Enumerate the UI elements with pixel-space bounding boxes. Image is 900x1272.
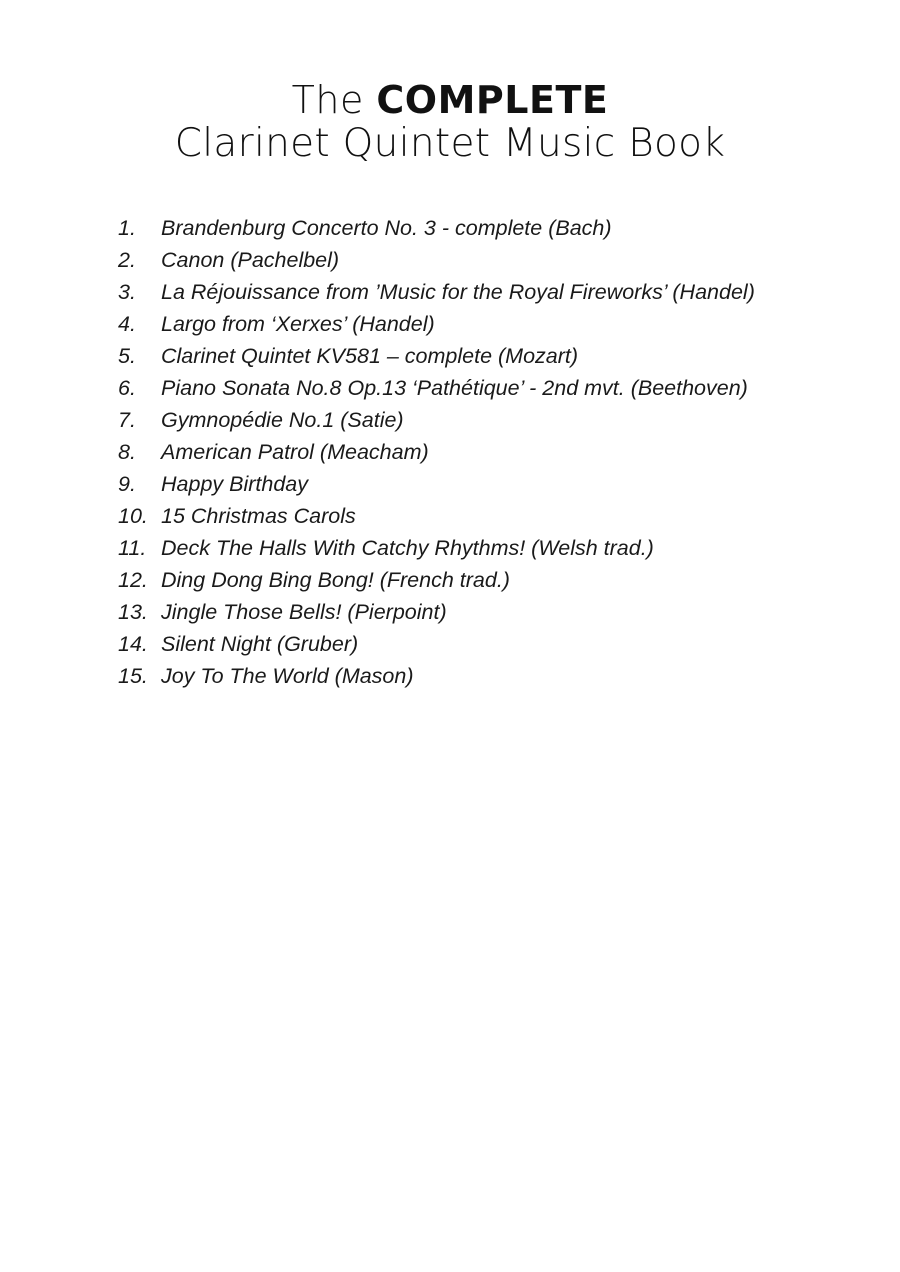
item-title: 15 Christmas Carols: [161, 504, 356, 528]
item-number: 13.: [118, 600, 148, 624]
item-title: Silent Night (Gruber): [161, 632, 359, 656]
item-number: 8.: [118, 440, 136, 464]
item-number: 2.: [118, 248, 136, 272]
item-number: 1.: [118, 216, 136, 240]
item-title: American Patrol (Meacham): [161, 440, 429, 464]
item-title: Deck The Halls With Catchy Rhythms! (Welsh trad.): [161, 536, 654, 560]
list-item: [118, 596, 808, 628]
list-item: [118, 308, 808, 340]
item-number: 3.: [118, 280, 136, 304]
item-title: Clarinet Quintet KV581 – complete (Mozart): [161, 344, 579, 368]
list-item: [118, 436, 808, 468]
item-title: Canon (Pachelbel): [161, 248, 340, 272]
item-title: Joy To The World (Mason): [161, 664, 414, 688]
list-item: [118, 468, 808, 500]
item-number: 5.: [118, 344, 136, 368]
title-emphasis: COMPLETE: [376, 78, 609, 122]
item-number: 9.: [118, 472, 136, 496]
list-item: [118, 532, 808, 564]
item-title: Piano Sonata No.8 Op.13 ‘Pathétique’ - 2nd mvt. (Beethoven): [161, 376, 748, 400]
contents-list: [118, 212, 808, 692]
list-item: [118, 564, 808, 596]
list-item: [118, 212, 808, 244]
title-prefix: The: [291, 78, 377, 122]
title-line-1: [0, 78, 900, 122]
list-item: [118, 276, 808, 308]
list-item: [118, 340, 808, 372]
list-item: [118, 404, 808, 436]
item-number: 10.: [118, 504, 148, 528]
item-number: 7.: [118, 408, 136, 432]
item-number: 11.: [118, 536, 147, 560]
book-title: [0, 78, 900, 166]
item-number: 12.: [118, 568, 148, 592]
list-item: [118, 500, 808, 532]
item-number: 6.: [118, 376, 136, 400]
item-title: Happy Birthday: [161, 472, 308, 496]
item-title: Gymnopédie No.1 (Satie): [161, 408, 404, 432]
list-item: [118, 628, 808, 660]
item-title: Ding Dong Bing Bong! (French trad.): [161, 568, 510, 592]
item-title: Jingle Those Bells! (Pierpoint): [161, 600, 447, 624]
item-title: Largo from ‘Xerxes’ (Handel): [161, 312, 435, 336]
list-item: [118, 244, 808, 276]
list-item: [118, 372, 808, 404]
title-subtitle: Clarinet Quintet Music Book: [174, 121, 726, 166]
item-number: 15.: [118, 664, 148, 688]
item-number: 14.: [118, 632, 148, 656]
item-title: Brandenburg Concerto No. 3 - complete (Bach): [161, 216, 612, 240]
item-title: La Réjouissance from ’Music for the Royal Fireworks’ (Handel): [161, 280, 755, 304]
list-item: [118, 660, 808, 692]
item-number: 4.: [118, 312, 136, 336]
